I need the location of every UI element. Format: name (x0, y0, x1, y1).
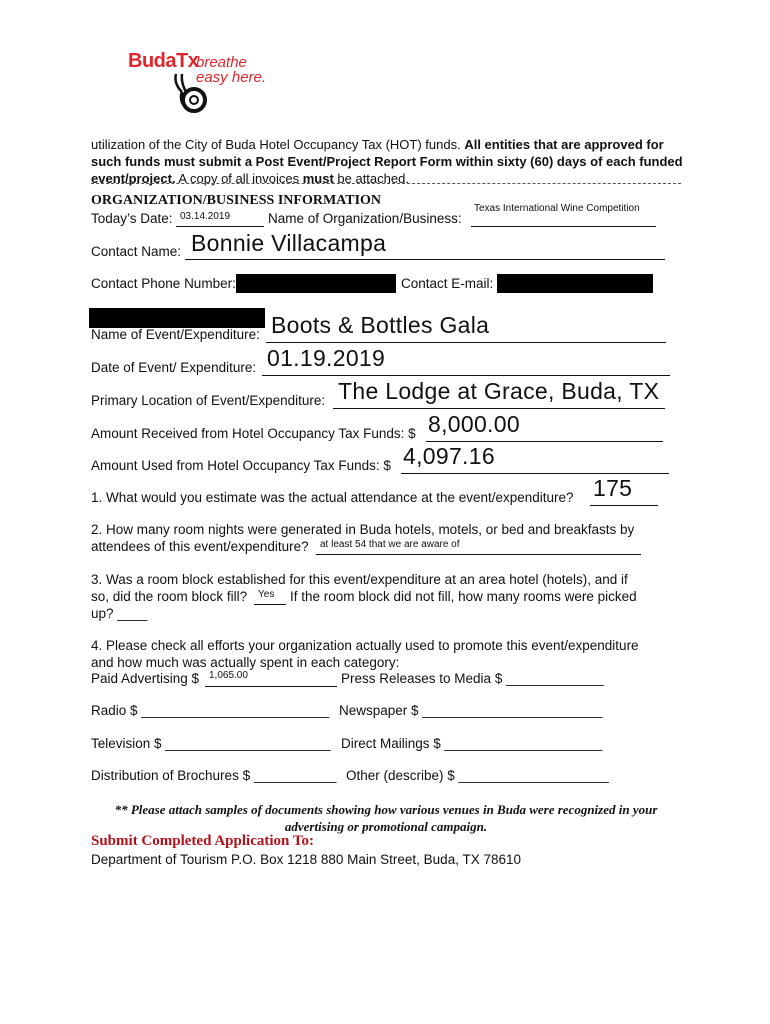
logo-brand: BudaTx (128, 50, 199, 72)
question-4-line-1: 4. Please check all efforts your organization actually used to promote this event/expenditure (91, 638, 639, 653)
date-value: 03.14.2019 (180, 211, 231, 222)
paid-advertising-label: Paid Advertising $ (91, 671, 200, 686)
location-value: The Lodge at Grace, Buda, TX (338, 378, 660, 404)
amount-received-value: 8,000.00 (428, 411, 520, 437)
paid-advertising-value: 1,065.00 (209, 670, 248, 681)
radio-field[interactable]: Radio $ _________________________ (91, 703, 329, 718)
email-redaction (497, 274, 653, 293)
intro-text-2: A copy of all invoices (175, 171, 303, 186)
location-label: Primary Location of Event/Expenditure: (91, 393, 326, 408)
question-2-line-1: 2. How many room nights were generated in Buda hotels, motels, or bed and breakfasts by (91, 522, 635, 537)
amount-received-label: Amount Received from Hotel Occupancy Tax Funds: $ (91, 426, 416, 441)
org-label: Name of Organization/Business: (268, 211, 462, 226)
phone-label: Contact Phone Number: (91, 276, 236, 291)
question-3-line-3: up? ____ (91, 606, 148, 621)
question-1: 1. What would you estimate was the actual attendance at the event/expenditure? (91, 490, 574, 505)
intro-bold-1: All entities that are approved for such funds must submit a Post Event/Project Report Form within sixty (60) days of each funded event/project. (91, 137, 683, 186)
newspaper-field[interactable]: Newspaper $ ________________________ (339, 703, 603, 718)
room-block-value: Yes (258, 589, 275, 600)
tire-swing-icon (168, 72, 214, 114)
question-3-line-2b: If the room block did not fill, how many rooms were picked (290, 589, 637, 604)
intro-bold-2: must (302, 171, 334, 186)
other-field[interactable]: Other (describe) $ ____________________ (346, 768, 609, 783)
phone-redaction (236, 274, 396, 293)
logo-tagline-2: easy here. (196, 69, 267, 86)
org-value: Texas International Wine Competition (474, 203, 640, 214)
date-label: Today’s Date: (91, 211, 173, 226)
question-4-line-2: and how much was actually spent in each category: (91, 655, 400, 670)
brochures-field[interactable]: Distribution of Brochures $ ___________ (91, 768, 337, 783)
question-3-line-1: 3. Was a room block established for this event/expenditure at an area hotel (hotels), and if (91, 572, 628, 587)
contact-name-label: Contact Name: (91, 244, 182, 259)
intro-text-1: utilization of the City of Buda Hotel Occupancy Tax (HOT) funds. (91, 137, 465, 152)
contact-name-value: Bonnie Villacampa (191, 230, 387, 256)
attendance-value: 175 (593, 475, 633, 501)
event-date-label: Date of Event/ Expenditure: (91, 360, 257, 375)
submit-heading: Submit Completed Application To: (91, 833, 314, 849)
redaction-block (89, 308, 265, 328)
event-name-label: Name of Event/Expenditure: (91, 327, 260, 342)
email-label: Contact E-mail: (401, 276, 494, 291)
room-nights-value: at least 54 that we are aware of (320, 539, 460, 550)
event-date-value: 01.19.2019 (267, 345, 386, 371)
logo-tagline-1: breathe (196, 54, 247, 71)
press-releases-field[interactable]: Press Releases to Media $ _____________ (341, 671, 604, 686)
intro-paragraph (91, 136, 691, 187)
question-3-line-2a: so, did the room block fill? (91, 589, 248, 604)
amount-used-label: Amount Used from Hotel Occupancy Tax Funds: $ (91, 458, 391, 473)
television-field[interactable]: Television $ ______________________ (91, 736, 331, 751)
event-name-value: Boots & Bottles Gala (271, 312, 490, 338)
intro-text-3: be attached. (333, 171, 409, 186)
attach-samples-note: ** Please attach samples of documents showing how various venues in Buda were recognized in your advertising or promotional campaign. (114, 802, 658, 834)
dashed-divider (91, 183, 681, 184)
submit-address: Department of Tourism P.O. Box 1218 880 Main Street, Buda, TX 78610 (91, 852, 522, 867)
question-2-line-2: attendees of this event/expenditure? (91, 539, 309, 554)
direct-mailings-field[interactable]: Direct Mailings $ _____________________ (341, 736, 603, 751)
section-heading: ORGANIZATION/BUSINESS INFORMATION (91, 193, 382, 208)
amount-used-value: 4,097.16 (403, 443, 495, 469)
